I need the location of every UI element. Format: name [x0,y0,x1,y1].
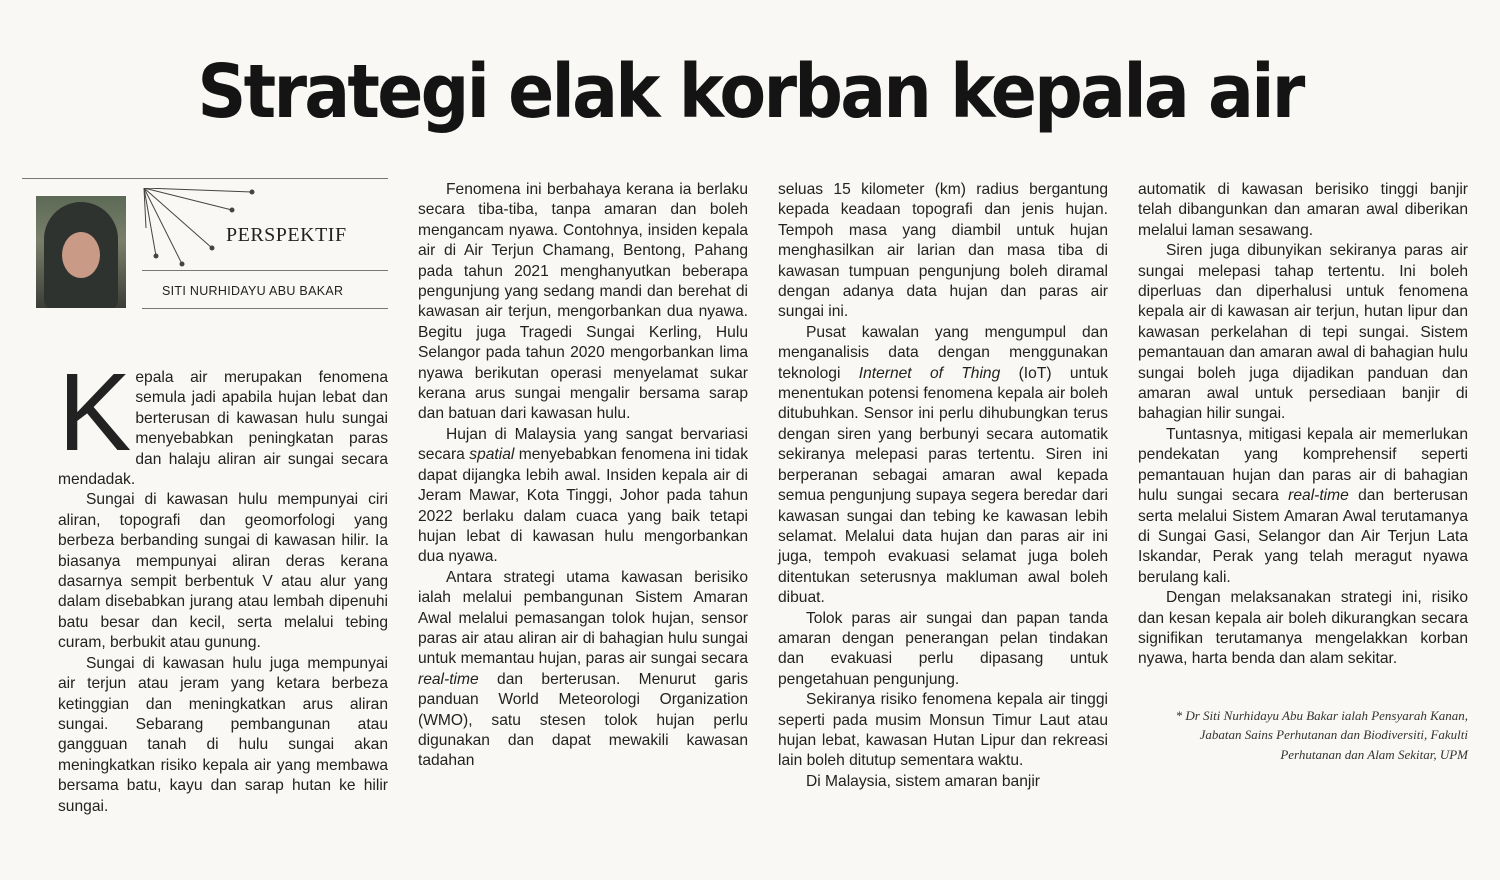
paragraph: Dengan melaksanakan strategi ini, risiko dan kesan kepala air boleh dikurangkan secara signifikan terutamanya mengelakkan korban nyawa, harta benda dan alam sekitar. [1138,589,1468,668]
paragraph: Kepala air merupakan fenomena semula jadi apabila hujan lebat dan berterusan di kawasan hulu sungai menyebabkan peningkatan paras dan halaju aliran air sungai secara mendadak. [58,351,388,489]
author-name: SITI NURHIDAYU ABU BAKAR [162,284,344,298]
divider [142,308,388,309]
column-label: PERSPEKTIF [226,224,347,246]
paragraph: Siren juga dibunyikan sekiranya paras air sungai melepasi tahap tertentu. Ini boleh diperluas dan diperhalusi untuk fenomena kepala air di kawasan air terjun, hutan lipur dan kawasan perkelahan di tepi sungai. Sistem pemantauan dan amaran awal di bahagian hulu sungai boleh juga dijadikan panduan dan amaran awal untuk persediaan banjir di bahagian hilir sungai. [1138,242,1468,423]
author-photo [36,196,126,308]
article-column-4 [1138,180,1468,764]
article-column-3 [778,180,1108,792]
divider [22,178,388,179]
paragraph: Antara strategi utama kawasan berisiko ialah melalui pembangunan Sistem Amaran Awal melalui pemasangan tolok hujan, sensor paras air atau aliran air di bahagian hulu sungai untuk memantau hujan, paras air sungai secara real-time dan berterusan. Menurut garis panduan World Meteorologi Organization (WMO), satu stesen tolok hujan perlu digunakan dan dapat mewakili kawasan tadahan [418,568,748,770]
author-bio: * Dr Siti Nurhidayu Abu Bakar ialah Pensyarah Kanan, Jabatan Sains Perhutanan dan Biodiversiti, Fakulti Perhutanan dan Alam Sekitar, UPM [1175,707,1468,762]
paragraph: Hujan di Malaysia yang sangat bervariasi secara spatial menyebabkan fenomena ini tidak dapat dijangka lebih awal. Insiden kepala air di Jeram Mawar, Kota Tinggi, Johor pada tahun 2022 berlaku dalam cuaca yang baik tetapi hujan lebat di kawasan hulu mengorbankan dua nyawa. [418,425,748,566]
article-column-1 [58,351,388,817]
paragraph: Sungai di kawasan hulu mempunyai ciri aliran, topografi dan geomorfologi yang berbeza berbanding sungai di kawasan hilir. Ia biasanya mempunyai aliran deras kerana dasarnya sempit berbentuk V atau alur yang dalam disebabkan jurang atau lembah dipenuhi batu besar dan kecil, serta melalui tebing curam, berbukit atau gunung. [58,491,388,652]
paragraph: Tolok paras air sungai dan papan tanda amaran dengan penerangan pelan tindakan dan evakuasi perlu dipasang untuk pengetahuan pengunjung. [778,609,1108,688]
column-header-box [22,178,388,318]
paragraph: seluas 15 kilometer (km) radius bergantung kepada keadaan topografi dan jenis hujan. Tempoh masa yang diambil untuk hujan menghasilkan air larian dan masa tiba di kawasan tumpuan pengunjung boleh diramal dengan adanya data hujan dan paras air sungai ini. [778,181,1108,321]
paragraph: Fenomena ini berbahaya kerana ia berlaku secara tiba-tiba, tanpa amaran dan boleh mengancam nyawa. Contohnya, insiden kepala air di Air Terjun Chamang, Bentong, Pahang pada tahun 2021 menghanyutkan beberapa pengunjung yang sedang mandi dan berehat di kawasan air terjun, mengorbankan dua nyawa. Begitu juga Tragedi Sungai Kerling, Hulu Selangor pada tahun 2020 mengorbankan lima nyawa berikutan operasi menyelamat sukar kerana arus sungai mengalir bersama sarap dan batuan dari kawasan hulu. [418,181,748,423]
paragraph: Pusat kawalan yang mengumpul dan menganalisis data dengan menggunakan teknologi Internet of Thing (IoT) untuk menentukan potensi fenomena kepala air boleh ditubuhkan. Sensor ini perlu dihubungkan terus dengan siren yang berbunyi secara automatik sekiranya melepasi paras tertentu. Siren ini berperanan sebagai amaran awal kepada semua pengunjung supaya segera beredar dari kawasan sungai dan tebing ke kawasan lebih selamat. Melalui data hujan dan paras air ini juga, tempoh evakuasi selamat juga boleh ditentukan seterusnya makluman awal boleh dibuat. [778,323,1108,607]
paragraph: Tuntasnya, mitigasi kepala air memerlukan pendekatan yang komprehensif seperti pemantauan hujan dan paras air di bahagian hulu sungai secara real-time dan berterusan serta melalui Sistem Amaran Awal terutamanya di Sungai Gasi, Selangor dan Air Terjun Lata Iskandar, Perak yang telah meragut nyawa berulang kali. [1138,425,1468,586]
divider [142,270,388,271]
paragraph: Di Malaysia, sistem amaran banjir [806,772,1040,790]
paragraph: Sungai di kawasan hulu juga mempunyai air terjun atau jeram yang ketara berbeza ketinggian dan meningkatkan arus aliran sungai. Sebarang pembangunan atau gangguan tanah di hulu sungai akan meningkatkan risiko kepala air yang membawa bersama batu, kayu dan sarap hutan ke hilir sungai. [58,654,388,815]
paragraph: automatik di kawasan berisiko tinggi banjir telah dibangunkan dan amaran awal diberikan melalui laman sesawang. [1138,181,1468,239]
drop-cap: K [58,351,132,474]
paragraph: Sekiranya risiko fenomena kepala air tinggi seperti pada musim Monsun Timur Laut atau hujan lebat, kawasan Hutan Lipur dan rekreasi lain boleh ditutup sementara waktu. [778,691,1108,770]
article-column-2 [418,180,748,772]
headline: Strategi elak korban kepala air [197,49,1303,135]
